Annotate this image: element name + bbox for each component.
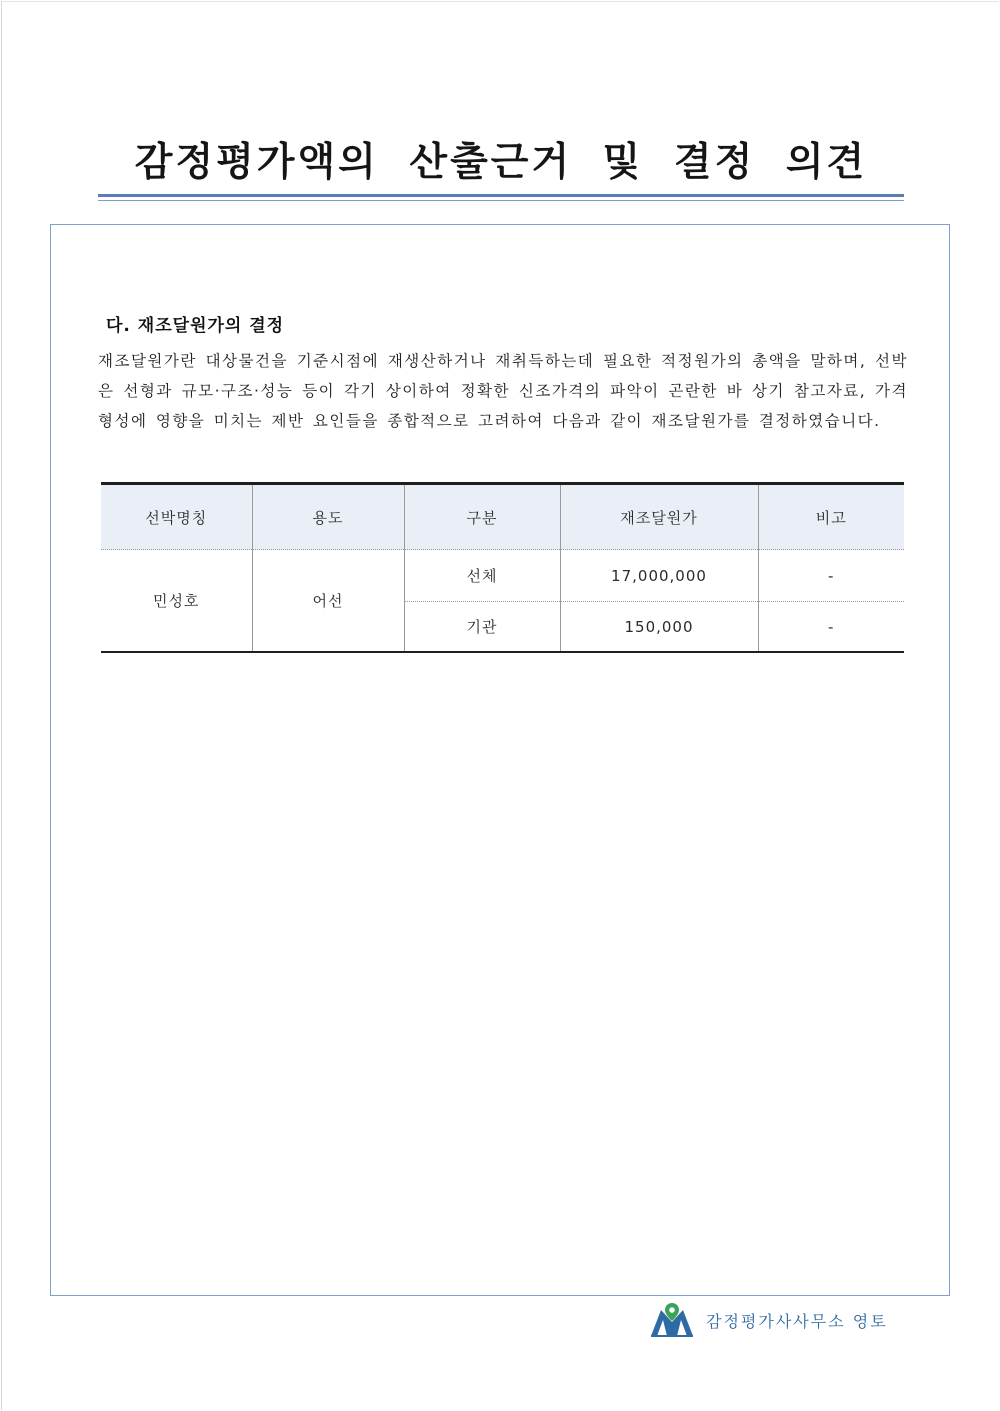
title-underline-thin: [98, 200, 904, 201]
header-ship-name: 선박명칭: [101, 484, 252, 550]
section-heading: 다. 재조달원가의 결정: [106, 316, 285, 336]
document-title: 감정평가액의 산출근거 및 결정 의견: [134, 140, 868, 185]
cell-category: 기관: [404, 602, 560, 653]
header-replacement-cost: 재조달원가: [560, 484, 758, 550]
office-name: 감정평가사사무소 영토: [706, 1311, 888, 1331]
cell-cost: 150,000: [560, 602, 758, 653]
cell-note: -: [758, 550, 904, 602]
cell-ship-name: 민성호: [101, 550, 252, 653]
section-paragraph: 재조달원가란 대상물건을 기준시점에 재생산하거나 재취득하는데 필요한 적정원가의 총액을 말하며, 선박은 선형과 규모·구조·성능 등이 각기 상이하여 정확한 신조가격의 파악이 곤란한 바 상기 참고자료, 가격 형성에 영향을 미치는 제반 요인들을 종합적으로 고려하여 다음과 같이 재조달원가를 결정하였습니다.: [98, 352, 908, 430]
header-category: 구분: [404, 484, 560, 550]
table-row: [101, 550, 904, 602]
footer: [648, 1302, 888, 1338]
title-underline: [98, 194, 904, 197]
header-usage: 용도: [252, 484, 404, 550]
cell-note: -: [758, 602, 904, 653]
cell-cost: 17,000,000: [560, 550, 758, 602]
cell-usage: 어선: [252, 550, 404, 653]
replacement-cost-table-wrap: [101, 482, 904, 653]
header-note: 비고: [758, 484, 904, 550]
cell-category: 선체: [404, 550, 560, 602]
table-header-row: [101, 484, 904, 550]
replacement-cost-table: [101, 482, 904, 653]
map-pin-logo-icon: [648, 1302, 696, 1338]
